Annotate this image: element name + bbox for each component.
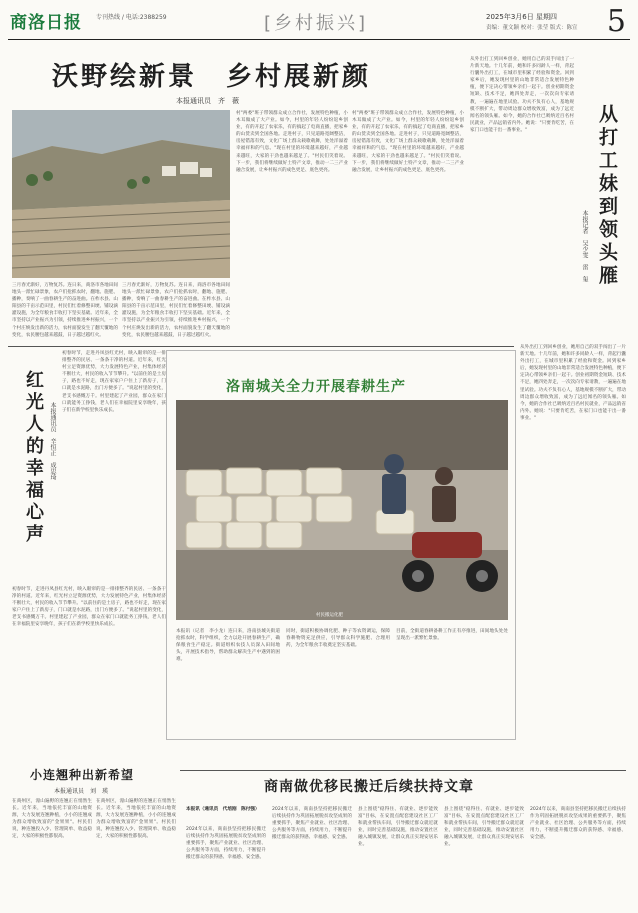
lead-photo — [12, 110, 230, 278]
bottom-story-body-4: 县上围绕"稳得住、有就业、逐步能致富"目标，在安置点配套建设社区工厂和就业帮扶车间，引导搬迁群众就近就业，同时完善基础设施，推动安置社区融入城镇发展，让群众真正实现安居乐业。 — [444, 807, 524, 848]
page-editors: 责编：董文颖 校对：张莹 版式：陈宣 — [486, 25, 578, 31]
masthead — [8, 6, 630, 40]
red-story-body-top: 初春时节，走进丹凤县红光村，映入眼帘的是一排排整齐的民居、一条条干净的村道。近年来，红光村立足资源优势，大力发展特色产业，村集体经济不断壮大，村民的收入节节攀升。"以前住的是土房子，路也不好走，现在家家户户住上了新房子，门口就是水泥路，出门方便多了。"说起村里的变化，老支书感慨万千。村里建起了产业园，群众在家门口就能务工挣钱，老人们在幸福院里安享晚年，孩子们在新学校里快乐成长。 — [62, 351, 166, 413]
lead-body-right-2: 村"两委"班子带领群众成立合作社，发展特色种植，小木耳做成了大产业。如今，村里的年轻人纷纷返乡创业，有的开起了农家乐，有的搞起了电商直播，把家乡的山货卖到全国各地。走进村子，只见道路宽阔整洁，房屋错落有致，文化广场上群众载歌载舞，处处洋溢着幸福祥和的气息。"现在村里的环境越来越好，产业越来越旺，大家的干劲也越来越足了。"村民们笑着说。下一步，我们将继续做好土特产文章，推动一二三产业融合发展，让乡村振兴的成色更足、底色更亮。 — [352, 111, 464, 173]
small-story-headline: 小连翘种出新希望 — [30, 768, 135, 782]
spring-story-headline: 洛南城关全力开展春耕生产 — [226, 379, 406, 395]
paper-hotline: 专刊热线 / 电话:2388259 — [96, 14, 167, 21]
bottom-story-body-1: 2024年以来，商南县坚持把移民搬迁后续扶持作为巩固拓展脱贫攻坚成果的重要抓手，聚焦产业就业、社区治理、公共服务等方面，持续用力，不断提升搬迁群众的获得感、幸福感、安全感。 — [186, 827, 266, 861]
feature-headline: 从打工妹到领头雁 — [596, 104, 618, 288]
spring-story-body-c: 目前，全街道春耕备耕工作正有序推进，田间地头处处呈现出一派繁忙景象。 — [396, 629, 508, 642]
feature-body-bottom: 从外出打工到回乡创业，她用自己的双手闯出了一片新天地。十几年前，她和许多同龄人一样，背起行囊外出打工，在城市里积累了经验和资金。回到家乡后，她发现村里的山地非常适合发展特色种植，便下定决心带领乡亲们一起干。创业初期资金短缺、技术不足，她四处奔走，一次次向专家请教，一遍遍在地里试验。功夫不负有心人，基地规模不断扩大，带动周边群众增收致富，成为了远近闻名的领头雁。如今，她的合作社已吸纳近百名村民就业，产品远销省内外。她说："只要肯吃苦，在家门口也能干出一番事业。" — [520, 345, 626, 421]
feature-body-top: 从外出打工到回乡创业，她用自己的双手闯出了一片新天地。十几年前，她和许多同龄人一样，背起行囊外出打工，在城市里积累了经验和资金。回到家乡后，她发现村里的山地非常适合发展特色种植，便下定决心带领乡亲们一起干。创业初期资金短缺、技术不足，她四处奔走，一次次向专家请教，一遍遍在地里试验。功夫不负有心人，基地规模不断扩大，带动周边群众增收致富，成为了远近闻名的领头雁。如今，她的合作社已吸纳近百名村民就业，产品远销省内外。她说："只要肯吃苦，在家门口也能干出一番事业。" — [470, 57, 574, 133]
bottom-story-headline: 商南做优移民搬迁后续扶持文章 — [264, 779, 474, 795]
spring-story-body-a: 本报讯（记者 李小龙）连日来，洛南县城关街道抢抓农时，科学组织，全力以赴开展春耕生产，确保粮食生产稳定。街道组织农技人员深入田间地头，开展技术指导，帮助群众解决生产中遇到的困难。 — [176, 629, 280, 663]
bottom-divider — [180, 770, 626, 771]
lead-body-left: 三月春光渐好，万物复苏。连日来，商洛市各地田间地头一派忙碌景象，农户们抢抓农时，翻地、施肥、播种，奏响了一曲春耕生产的奋进曲。在柞水县、山阳县的千亩示范田里，村民们忙着修整田埂、铺设滴灌设施，为全年粮食丰收打下坚实基础。近年来，全市坚持以产业振兴为引领，持续推进乡村振兴，一个个村庄焕发出新的活力，农村面貌发生了翻天覆地的变化，农民腰包越来越鼓，日子越过越红火。 — [12, 283, 118, 338]
lead-body-middle: 三月春光渐好，万物复苏。连日来，商洛市各地田间地头一派忙碌景象，农户们抢抓农时，翻地、施肥、播种，奏响了一曲春耕生产的奋进曲。在柞水县、山阳县的千亩示范田里，村民们忙着修整田埂、铺设滴灌设施，为全年粮食丰收打下坚实基础。近年来，全市坚持以产业振兴为引领，持续推进乡村振兴，一个个村庄焕发出新的活力，农村面貌发生了翻天覆地的变化，农民腰包越来越鼓，日子越过越红火。 — [122, 283, 230, 338]
small-story-body-1: 在商州区，漫山遍野的连翘正在悄然生长。近年来，当地依托丰富的山地资源，大力发展连翘种植，小小的连翘成为群众增收致富的"金果果"。村民们说，种连翘投入少、管理简单、收益稳定，大家的积极性都很高。 — [12, 799, 92, 840]
spring-story-photo — [176, 400, 508, 620]
red-story-headline: 红光人的幸福心声 — [23, 370, 44, 546]
farmland-photo-illustration — [12, 110, 230, 278]
section-divider — [8, 346, 514, 347]
page-number: 5 — [606, 4, 626, 39]
bottom-story-body-2: 2024年以来，商南县坚持把移民搬迁后续扶持作为巩固拓展脱贫攻坚成果的重要抓手，聚焦产业就业、社区治理、公共服务等方面，持续用力，不断提升搬迁群众的获得感、幸福感、安全感。 — [272, 807, 352, 841]
bottom-story-body-3: 县上围绕"稳得住、有就业、逐步能致富"目标，在安置点配套建设社区工厂和就业帮扶车间，引导搬迁群众就近就业，同时完善基础设施，推动安置社区融入城镇发展，让群众真正实现安居乐业。 — [358, 807, 438, 848]
feature-byline: 本报记者 吴少雯 雷 玺 — [581, 210, 588, 282]
small-story-body-2: 在商州区，漫山遍野的连翘正在悄然生长。近年来，当地依托丰富的山地资源，大力发展连翘种植，小小的连翘成为群众增收致富的"金果果"。村民们说，种连翘投入少、管理简单、收益稳定，大家的积极性都很高。 — [96, 799, 176, 840]
bottom-story-byline: 本报讯（通讯员 代培刚 陈付强） — [186, 807, 260, 812]
fertilizer-photo-illustration — [176, 400, 508, 620]
lead-body-right-1: 村"两委"班子带领群众成立合作社，发展特色种植，小木耳做成了大产业。如今，村里的年轻人纷纷返乡创业，有的开起了农家乐，有的搞起了电商直播，把家乡的山货卖到全国各地。走进村子，只见道路宽阔整洁，房屋错落有致，文化广场上群众载歌载舞，处处洋溢着幸福祥和的气息。"现在村里的环境越来越好，产业越来越旺，大家的干劲也越来越足了。"村民们笑着说。下一步，我们将继续做好土特产文章，推动一二三产业融合发展，让乡村振兴的成色更足、底色更亮。 — [236, 111, 348, 173]
small-story-byline: 本报通讯员 刘 瑛 — [54, 788, 109, 795]
bottom-story-body-5: 2024年以来，商南县坚持把移民搬迁后续扶持作为巩固拓展脱贫攻坚成果的重要抓手，聚焦产业就业、社区治理、公共服务等方面，持续用力，不断提升搬迁群众的获得感、幸福感、安全感。 — [530, 807, 626, 841]
red-story-byline: 本报通讯员 辛恒正 成思琦 — [49, 402, 56, 480]
publication-date: 2025年3月6日 星期四 — [486, 13, 557, 21]
section-title: [乡村振兴] — [264, 13, 369, 34]
red-story-body-bottom: 初春时节，走进丹凤县红光村，映入眼帘的是一排排整齐的民居、一条条干净的村道。近年来，红光村立足资源优势，大力发展特色产业，村集体经济不断壮大，村民的收入节节攀升。"以前住的是土房子，路也不好走，现在家家户户住上了新房子，门口就是水泥路，出门方便多了。"说起村里的变化，老支书感慨万千。村里建起了产业园，群众在家门口就能务工挣钱，老人们在幸福院里安享晚年，孩子们在新学校里快乐成长。 — [12, 587, 166, 628]
lead-headline: 沃野绘新景 乡村展新颜 — [52, 62, 372, 92]
spring-story-body-b: 同时，街道积极协调化肥、种子等农资调运，保障春耕物资充足供应，引导群众科学施肥、合理用药，为全年粮食丰收奠定坚实基础。 — [286, 629, 390, 649]
paper-name: 商洛日报 — [10, 13, 82, 33]
spring-photo-caption: 村民搬运化肥 — [316, 613, 343, 618]
lead-byline: 本报通讯员 齐 薇 — [176, 97, 239, 105]
